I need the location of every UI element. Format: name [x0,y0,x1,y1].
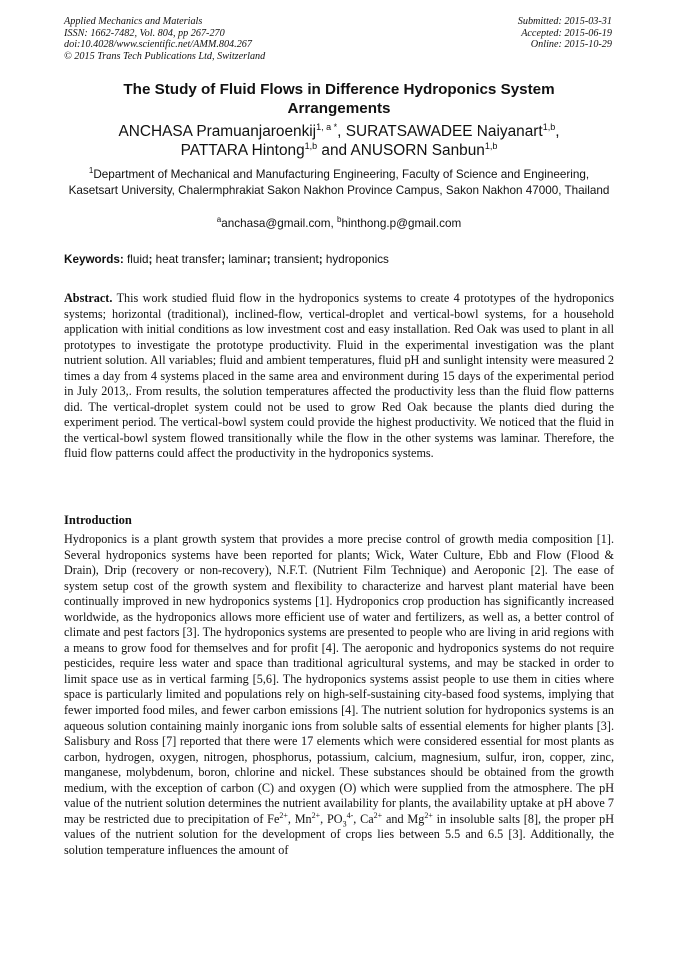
ion-charge: 2+ [279,810,288,820]
keyword: fluid [127,253,149,266]
ion-conjunction: and [382,811,408,826]
keyword-separator: ; [266,253,271,266]
doi-line: doi:10.4028/www.scientific.net/AMM.804.267 [64,39,252,51]
keyword-separator: ; [148,253,153,266]
email-address[interactable]: hinthong.p@gmail.com [341,217,462,230]
keyword: hydroponics [325,253,389,266]
introduction-body [64,532,614,858]
introduction-text-end: in insoluble salts [8], the proper pH values of the nutrient solution for the development of crops lies between 5.5 and 6.5 [3]. Additionally, the solution temperature influences the amount of [64,811,615,857]
affiliation-text: Department of Mechanical and Manufacturing Engineering, Faculty of Science and Engineering, Kasetsart University, Chalermphrakiat Sakon Nakhon Province Campus, Sakon Nakhon 47000, Thailand [68,168,610,197]
title-line-1: The Study of Fluid Flows in Difference Hydroponics System [123,81,555,98]
ion-symbol: Ca [360,811,374,826]
affiliation-mark: 1 [88,166,94,175]
abstract-text: This work studied fluid flow in the hydroponics systems to create 4 prototypes of the hydroponics systems; horizontal (traditional), inclined-flow, vertical-droplet and vertical-bowl systems, for a household application with initial conditions as low investment cost and easy installation. Red Oak was used to plant in all prototypes to investigate the prototype productivity. Fluid in the experimental investigation was the plant nutrient solution. All variables; fluid and ambient temperatures, fluid pH and sunlight intensity were measured 2 times a day from 4 systems placed in the same area and environment during 15 days of the experimental period in July 2013,. From results, the solution temperatures affected the productivity less than the fluid flow patterns did. The vertical-droplet system could not be used to grow Red Oak because the plants died during the experiment period. The vertical-bowl system could provide the highest productivity. We noticed that the fluid in the vertical-bowl system flowed transitionally while the flow in the other systems was laminar. Therefore, the fluid flow patterns could affect the productivity in the hydroponics systems. [64,291,615,461]
abstract-label: Abstract. [64,291,113,305]
ion-separator: , [353,811,361,826]
keywords-label: Keywords: [64,253,124,266]
ion-symbol: Mn [294,811,312,826]
abstract [64,291,614,462]
copyright-line: © 2015 Trans Tech Publications Ltd, Switzerland [64,50,266,62]
ion-separator: , [320,811,328,826]
author-affiliation-mark: 1,b [304,141,318,151]
keyword: transient [273,253,319,266]
ion-separator: , [287,811,295,826]
author-name: ANUSORN Sanbun [350,142,485,159]
author-name: SURATSAWADEE Naiyanart [345,123,543,140]
author-separator: , [337,123,346,140]
ion-charge: 2+ [424,810,433,820]
author-list [64,122,614,160]
author-separator: , [555,123,560,140]
ion-charge: 2+ [311,810,321,820]
title-line-2: Arrangements [287,100,391,117]
author-affiliation-mark: 1,b [542,122,556,132]
author-name: ANCHASA Pramuanjaroenkij [118,123,317,140]
keyword-separator: ; [221,253,226,266]
submitted-date: Submitted: 2015-03-31 [517,16,612,27]
ion-charge: 4- [346,810,354,820]
author-emails [64,216,614,231]
author-affiliation-mark: 1, a * [316,122,338,132]
email-mark: b [337,215,342,224]
keyword: laminar [228,253,267,266]
email-mark: a [216,215,222,224]
keyword-separator: ; [318,253,323,266]
author-conjunction: and [317,142,351,159]
keyword: heat transfer [155,253,222,266]
online-date: Online: 2015-10-29 [530,39,612,51]
issn-line: ISSN: 1662-7482, Vol. 804, pp 267-270 [64,27,225,39]
paper-title [80,80,598,118]
author-name: PATTARA Hintong [180,142,305,159]
email-separator: , [330,217,338,230]
keywords [64,252,614,267]
journal-name: Applied Mechanics and Materials [64,16,203,27]
ion-charge: 2+ [373,810,383,820]
ion-subscript: 3 [342,819,347,829]
affiliation [64,167,614,198]
section-heading-introduction: Introduction [64,513,132,527]
author-affiliation-mark: 1,b [484,141,498,151]
accepted-date: Accepted: 2015-06-19 [521,27,612,39]
publication-dates [372,16,612,51]
ion-symbol: Mg [407,811,425,826]
introduction-text: Hydroponics is a plant growth system that provides a more precise control of growth media composition [1]. Several hydroponics systems have been reported for plants; Wick, Water Culture, Ebb and Flow (Flood & Drain), Drip (recovery or non-recovery), N.F.T. (Nutrient Film Technique) and Aeroponic [2]. The ease of system setup cost of the growth system and flexibility to characterize and harvest plant material have been continually improved in new hydroponics systems [1]. Hydroponics crop production has significantly increased worldwide, as the hydroponics allows more efficient use of water and fertilizers, as well as, a better control of climate and pest factors [3]. The hydroponics systems are presented to people who are living in arid regions with a means to grow food for themselves and for profit [4]. The aeroponic and hydroponics systems do not require pesticides, require less water and space than traditional agricultural systems, and may be stacked in order to limit space use as in vertical farming [5,6]. The hydroponics systems assist people to use them in cities where space is particularly limited and populations rely on high-self-sustaining city-based food systems, implying that fewer imported food miles, and fewer carbon emissions [4]. The nutrient solution for hydroponics systems is an aqueous solution containing mainly inorganic ions from soluble salts of essential elements for higher plants [3]. Salisbury and Ross [7] reported that there were 17 elements which were considered essential for most plants as carbon, hydrogen, oxygen, nitrogen, phosphorus, potassium, calcium, magnesium, sulfur, iron, copper, zinc, manganese, molybdenum, boron, chlorine and nickel. These substances should be obtained from the growth medium, with the exception of carbon (C) and oxygen (O) which were supplied from the atmosphere. The pH value of the nutrient solution determines the nutrient availability for plants, the availability uptake at pH above 7 may be restricted due to precipitation of [64,532,614,826]
journal-info [64,16,384,62]
ion-symbol: Fe [267,811,280,826]
email-address[interactable]: anchasa@gmail.com [221,217,331,230]
ion-symbol: PO [327,811,343,826]
